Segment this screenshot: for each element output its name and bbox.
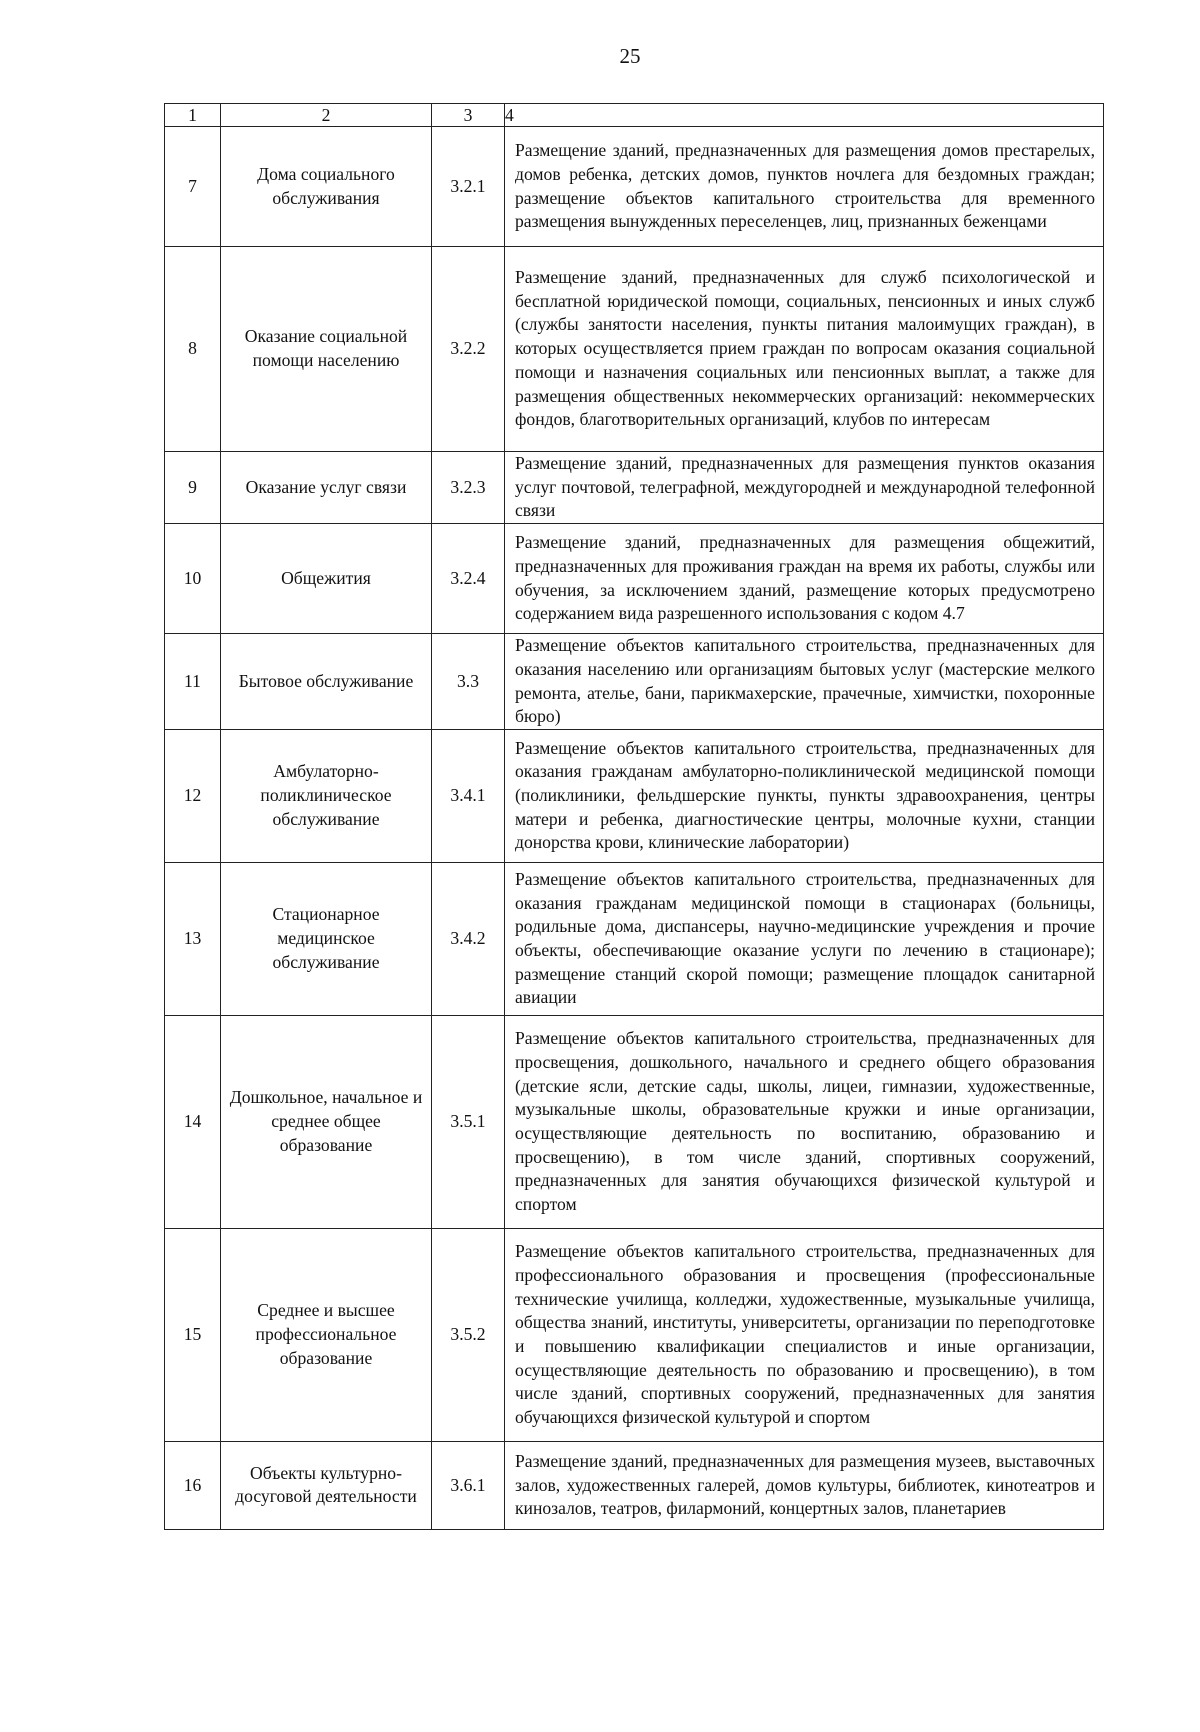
row-number: 7 [165,127,221,247]
table-row [165,524,1104,634]
page-number: 25 [619,44,641,68]
row-name: Среднее и высшее профессиональное образование [221,1228,432,1441]
row-number: 14 [165,1015,221,1228]
row-name: Объекты культурно-досуговой деятельности [221,1441,432,1529]
table-row [165,452,1104,524]
row-code: 3.2.4 [432,524,505,634]
table-row [165,1228,1104,1441]
header-col-1: 1 [165,104,221,127]
row-description: Размещение объектов капитального строительства, предназначенных для просвещения, дошкольного, начального и среднего общего образования (детские ясли, детские сады, школы, лицеи, гимназии, художественные, музыкальные школы, образовательные кружки и иные организации, осуществляющие деятельность по воспитанию, образованию и просвещению), в том числе зданий, спортивных сооружений, предназначенных для занятия обучающихся физической культурой и спортом [505,1015,1104,1228]
row-code: 3.3 [432,634,505,730]
row-number: 13 [165,862,221,1015]
table-header-row [165,104,1104,127]
row-number: 11 [165,634,221,730]
row-description: Размещение объектов капитального строительства, предназначенных для оказания гражданам медицинской помощи в стационарах (больницы, родильные дома, диспансеры, научно-медицинские учреждения и прочие объекты, обеспечивающие оказание услуги по лечению в стационаре); размещение станций скорой помощи; размещение площадок санитарной авиации [505,862,1104,1015]
row-number: 9 [165,452,221,524]
row-name: Оказание социальной помощи населению [221,247,432,452]
row-code: 3.2.1 [432,127,505,247]
row-description: Размещение объектов капитального строительства, предназначенных для оказания гражданам амбулаторно-поликлинической медицинской помощи (поликлиники, фельдшерские пункты, пункты здравоохранения, центры матери и ребенка, диагностические центры, молочные кухни, станции донорства крови, клинические лаборатории) [505,729,1104,862]
row-number: 10 [165,524,221,634]
row-code: 3.4.1 [432,729,505,862]
row-description: Размещение зданий, предназначенных для размещения общежитий, предназначенных для проживания граждан на время их работы, службы или обучения, за исключением зданий, размещение которых предусмотрено содержанием вида разрешенного использования с кодом 4.7 [505,524,1104,634]
row-name: Дошкольное, начальное и среднее общее образование [221,1015,432,1228]
row-code: 3.2.2 [432,247,505,452]
land-use-table [164,103,1104,1530]
row-code: 3.6.1 [432,1441,505,1529]
table-row [165,862,1104,1015]
row-description: Размещение объектов капитального строительства, предназначенных для профессионального образования и просвещения (профессиональные технические училища, колледжи, художественные, музыкальные училища, общества знаний, институты, университеты, организации по переподготовке и повышению квалификации специалистов и иные организации, осуществляющие деятельность по образованию и просвещению), в том числе зданий, спортивных сооружений, предназначенных для занятия обучающихся физической культурой и спортом [505,1228,1104,1441]
row-code: 3.4.2 [432,862,505,1015]
row-name: Амбулаторно-поликлиническое обслуживание [221,729,432,862]
row-code: 3.5.2 [432,1228,505,1441]
row-description: Размещение зданий, предназначенных для размещения музеев, выставочных залов, художественных галерей, домов культуры, библиотек, кинотеатров и кинозалов, театров, филармоний, концертных залов, планетариев [505,1441,1104,1529]
table-row [165,729,1104,862]
row-number: 8 [165,247,221,452]
row-number: 15 [165,1228,221,1441]
row-name: Общежития [221,524,432,634]
row-number: 12 [165,729,221,862]
table-row [165,247,1104,452]
row-description: Размещение зданий, предназначенных для размещения пунктов оказания услуг почтовой, телеграфной, междугородней и международной телефонной связи [505,452,1104,524]
row-code: 3.2.3 [432,452,505,524]
row-description: Размещение зданий, предназначенных для служб психологической и бесплатной юридической помощи, социальных, пенсионных и иных служб (службы занятости населения, пункты питания малоимущих граждан), в которых осуществляется прием граждан по вопросам оказания социальной помощи и назначения социальных или пенсионных выплат, а также для размещения общественных некоммерческих организаций: некоммерческих фондов, благотворительных организаций, клубов по интересам [505,247,1104,452]
header-col-4: 4 [505,104,1104,127]
table-row [165,634,1104,730]
row-name: Дома социального обслуживания [221,127,432,247]
row-number: 16 [165,1441,221,1529]
row-name: Бытовое обслуживание [221,634,432,730]
row-code: 3.5.1 [432,1015,505,1228]
row-name: Оказание услуг связи [221,452,432,524]
header-col-3: 3 [432,104,505,127]
header-col-2: 2 [221,104,432,127]
table-row [165,1441,1104,1529]
row-description: Размещение объектов капитального строительства, предназначенных для оказания населению или организациям бытовых услуг (мастерские мелкого ремонта, ателье, бани, парикмахерские, прачечные, химчистки, похоронные бюро) [505,634,1104,730]
table-row [165,1015,1104,1228]
table-row [165,127,1104,247]
row-description: Размещение зданий, предназначенных для размещения домов престарелых, домов ребенка, детских домов, пунктов ночлега для бездомных граждан; размещение объектов капитального строительства для временного размещения вынужденных переселенцев, лиц, признанных беженцами [505,127,1104,247]
row-name: Стационарное медицинское обслуживание [221,862,432,1015]
